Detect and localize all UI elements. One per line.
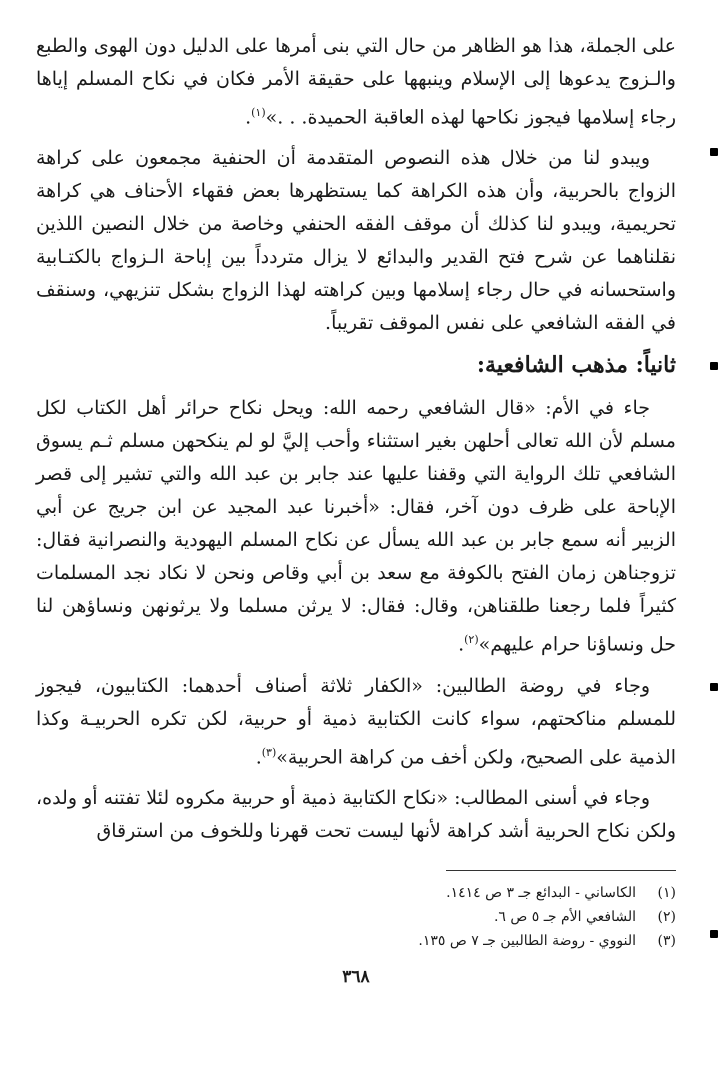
footnote-text: الشافعي الأم جـ ٥ ص ٦.: [493, 908, 636, 925]
scan-edge-mark: [710, 683, 718, 691]
paragraph-4: [36, 670, 676, 774]
footnote-ref-3[interactable]: (٣): [261, 745, 277, 759]
paragraph-4-text: وجاء في روضة الطالبين: «الكفار ثلاثة أصناف أحدهما: الكتابيون، فيجوز للمسلم مناكحتهم، سواء كانت الكتابية ذمية أو حربية، لكن تكره الحربيـة وكذا الذمية على الصحيح، ولكن أخف من كراهة الحربية»: [36, 674, 676, 768]
paragraph-1-text: على الجملة، هذا هو الظاهر من حال التي بنى أمرها على الدليل دون الهوى والطبع والـزوج يدعوها إلى الإسلام وينبهها على حقيقة الأمر فكان في نكاح المسلم إياها رجاء إسلامها فيجوز نكاحها لهذه العاقبة الحميدة. . .»: [36, 35, 676, 129]
paragraph-3-end: .: [458, 633, 465, 656]
scan-edge-mark: [710, 362, 718, 370]
paragraph-1-end: .: [245, 106, 252, 129]
footnotes: [36, 881, 676, 953]
page-number: ٣٦٨: [342, 966, 370, 987]
book-page: [36, 30, 676, 987]
footnote-ref-1[interactable]: (١): [251, 106, 266, 119]
footnote-number: (٣): [657, 932, 676, 949]
scan-edge-mark: [710, 930, 718, 938]
footnote-text: النووي - روضة الطالبين جـ ٧ ص ١٣٥.: [418, 932, 636, 949]
footnote-divider: [446, 870, 676, 871]
footnote-2: [36, 905, 676, 929]
paragraph-5: وجاء في أسنى المطالب: «نكاح الكتابية ذمية أو حربية مكروه لئلا تفتنه أو ولده، ولكن نكاح الحربية أشد كراهة لأنها ليست تحت قهرنا وللخوف من استرقاق: [36, 786, 676, 842]
footnote-number: (١): [657, 884, 676, 901]
footnote-number: (٢): [657, 908, 676, 925]
paragraph-3: [36, 392, 676, 661]
paragraph-1: [36, 30, 676, 134]
footnote-ref-2[interactable]: (٢): [464, 633, 479, 647]
footnote-text: الكاساني - البدائع جـ ٣ ص ١٤١٤.: [446, 884, 636, 901]
section-heading: ثانياً: مذهب الشافعية:: [476, 352, 676, 379]
paragraph-4-end: .: [255, 745, 262, 768]
paragraph-3-text: جاء في الأم: «قال الشافعي رحمه الله: ويحل نكاح حرائر أهل الكتاب لكل مسلم لأن الله تعالى أحلهن بغير استثناء وأحب إليَّ لو لم ينكحهن مسلم ثـم يسوق الشافعي تلك الرواية التي وقفنا عليها عند جابر بن عبد الله والتي تشير إلى قصر الإباحة على ظرف دون آخر، فقال: «أخبرنا عبد المجيد عن ابن جريج عن أبي الزبير أنه سمع جابر بن عبد الله يسأل عن نكاح المسلم اليهودية والنصرانية فقال: تزوجناهن زمان الفتح بالكوفة مع سعد بن أبي وقاص ونحن لا نكاد نجد المسلمات كثيراً فلما رجعنا طلقناهن، وقال: فقال: لا يرثن مسلما ولا يرثونهن ونساؤهن لنا حل ونساؤنا حرام عليهم»: [36, 397, 676, 656]
footnote-1: [36, 881, 676, 905]
scan-edge-mark: [710, 148, 718, 156]
paragraph-2: ويبدو لنا من خلال هذه النصوص المتقدمة أن الحنفية مجمعون على كراهة الزواج بالحربية، وأن هذه الكراهة كما يستظهرها بعض فقهاء الأحناف هي كراهة تحريمية، ويبدو لنا كذلك أن موقف الفقه الحنفي وخاصة من خلال النصين اللذين نقلناهما عن شرح فتح القدير والبدائع لا يزال متردداً بين إباحة الـزواج بالكتـابية واستحسانه في حال رجاء إسلامها وبين كراهته لهذا الزواج بشكل تنزيهي، وسنقف في الفقه الشافعي على نفس الموقف تقريباً.: [36, 147, 676, 335]
footnote-3: [36, 929, 676, 953]
